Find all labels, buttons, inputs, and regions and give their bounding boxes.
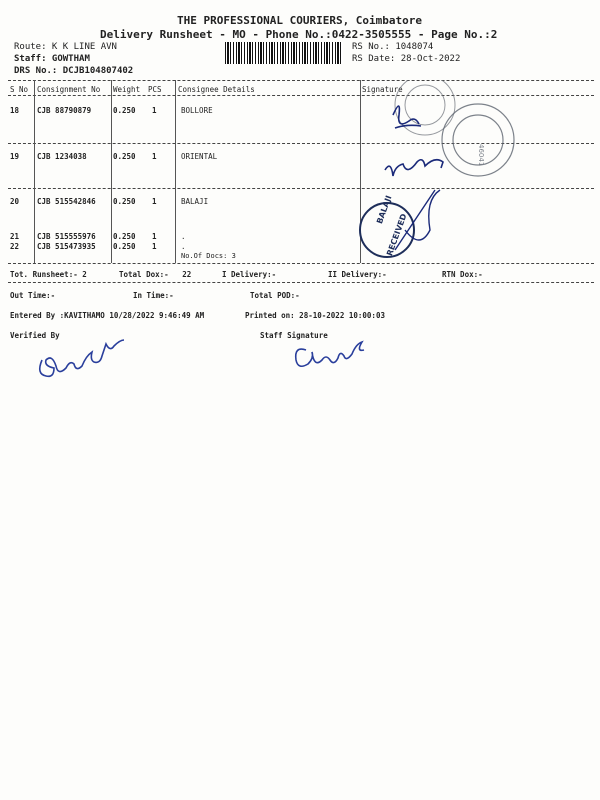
row-consignment: CJB 515542846 xyxy=(37,197,96,206)
company-title: THE PROFESSIONAL COURIERS, Coimbatore xyxy=(177,14,423,27)
stamp-text-line1: BALAJI xyxy=(375,194,394,226)
row-consignee: ORIENTAL xyxy=(181,152,218,161)
row-pcs: 1 xyxy=(152,106,157,115)
entered-by: Entered By :KAVITHAMO 10/28/2022 9:46:49 AM xyxy=(10,311,205,320)
row-sno: 18 xyxy=(10,106,20,115)
row-pcs: 1 xyxy=(152,197,157,206)
signature-stamps xyxy=(355,80,515,265)
round-stamp-middle xyxy=(442,104,514,176)
out-time: Out Time:- xyxy=(10,291,56,300)
row-sno: 21 xyxy=(10,232,20,241)
col-header-signature: Signature xyxy=(362,85,403,94)
rs-number: RS No.: 1048074 xyxy=(352,42,434,52)
row-pcs: 1 xyxy=(152,242,157,251)
col-header-consignment: Consignment No xyxy=(37,85,101,94)
col-divider xyxy=(175,80,176,263)
staff-label: Staff: GOWTHAM xyxy=(14,54,90,64)
svg-text:46041: 46041 xyxy=(477,144,485,167)
printed-on: Printed on: 28-10-2022 10:00:03 xyxy=(245,311,385,320)
row-sno: 22 xyxy=(10,242,20,251)
row-weight: 0.250 xyxy=(113,242,136,251)
row-weight: 0.250 xyxy=(113,152,136,161)
row-consignee: BALAJI xyxy=(181,197,209,206)
row-consignee: . xyxy=(181,232,186,241)
row-consignment: CJB 515555976 xyxy=(37,232,96,241)
rs-date: RS Date: 28-Oct-2022 xyxy=(352,54,461,64)
staff-signature-label: Staff Signature xyxy=(260,331,328,340)
row-weight: 0.250 xyxy=(113,232,136,241)
row-consignee: BOLLORE xyxy=(181,106,213,115)
col-divider xyxy=(111,80,112,263)
col-header-sno: S No xyxy=(10,85,29,94)
ii-delivery: II Delivery:- xyxy=(328,270,387,279)
in-time: In Time:- xyxy=(133,291,174,300)
row-pcs: 1 xyxy=(152,152,157,161)
col-divider xyxy=(34,80,35,263)
round-stamp-top xyxy=(395,80,455,135)
row-sno: 20 xyxy=(10,197,20,206)
row-weight: 0.250 xyxy=(113,106,136,115)
row-consignment: CJB 1234038 xyxy=(37,152,87,161)
route-label: Route: K K LINE AVN xyxy=(14,42,117,52)
verified-by-signature xyxy=(30,330,140,385)
row-consignment: CJB 88790879 xyxy=(37,106,92,115)
rtn-dox: RTN Dox:- xyxy=(442,270,483,279)
total-pod: Total POD:- xyxy=(250,291,300,300)
total-dox: Total Dox:- 22 xyxy=(119,270,192,279)
col-header-consignee: Consignee Details xyxy=(178,85,255,94)
totals-rule xyxy=(8,282,594,283)
total-runsheet: Tot. Runsheet:- 2 xyxy=(10,270,87,279)
stamp-text-line2: RECEIVED xyxy=(385,212,409,258)
col-header-weight: Weight xyxy=(113,85,141,94)
col-header-pcs: PCS xyxy=(148,85,162,94)
no-of-docs: No.Of Docs: 3 xyxy=(181,252,236,260)
row-pcs: 1 xyxy=(152,232,157,241)
runsheet-subtitle: Delivery Runsheet - MO - Phone No.:0422-3505555 - Page No.:2 xyxy=(100,28,498,41)
barcode xyxy=(225,42,343,64)
row-consignee: . xyxy=(181,242,186,251)
row-sno: 19 xyxy=(10,152,20,161)
signature-row19 xyxy=(385,160,443,176)
drs-number: DRS No.: DCJB104807402 xyxy=(14,66,134,76)
verified-by: Verified By xyxy=(10,331,60,340)
row-weight: 0.250 xyxy=(113,197,136,206)
staff-signature xyxy=(290,330,370,375)
row-consignment: CJB 515473935 xyxy=(37,242,96,251)
i-delivery: I Delivery:- xyxy=(222,270,277,279)
